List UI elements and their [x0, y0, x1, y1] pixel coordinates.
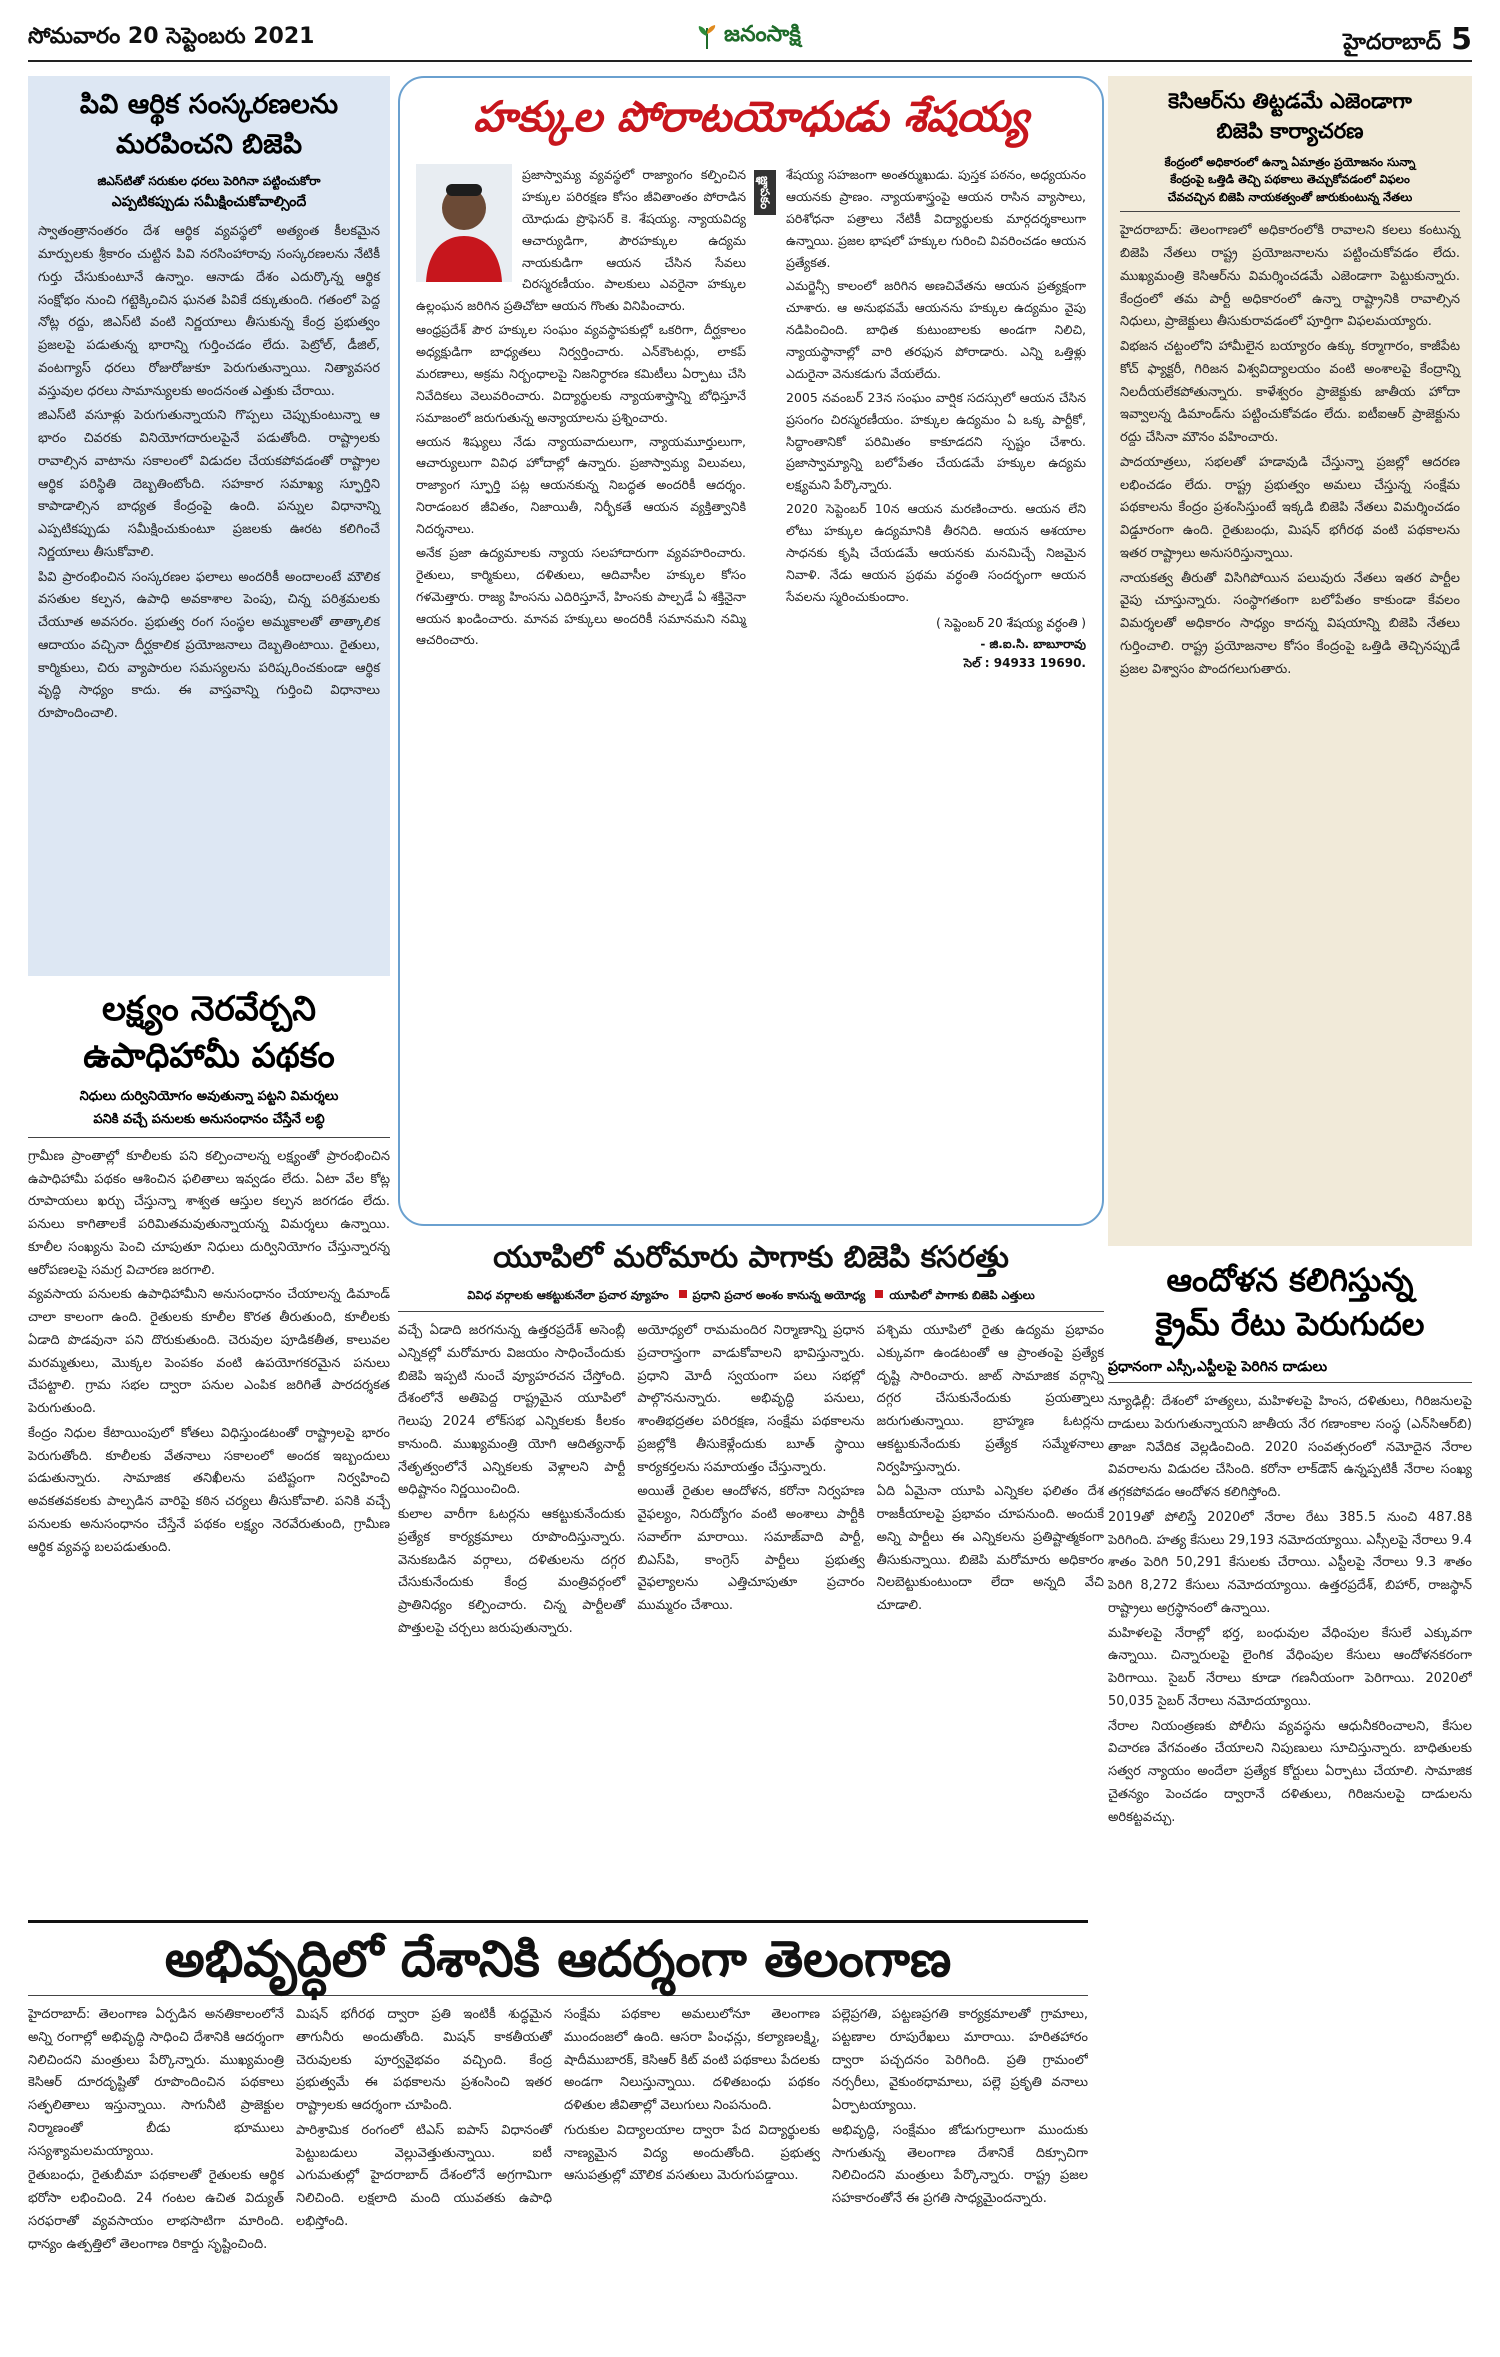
- telangana-column-3: [564, 2004, 820, 2258]
- kcr-kicker-2: కేంద్రంపై ఒత్తిడి తెచ్చి పథకాలు తెచ్చుకోవడంలో విఫలం: [1170, 172, 1410, 187]
- feature-phone: సెల్ : 94933 19690.: [963, 655, 1086, 670]
- kcr-paragraph: పాదయాత్రలు, సభలతో హడావుడి చేస్తున్నా ప్రజల్లో ఆదరణ లభించడం లేదు. రాష్ట్ర ప్రభుత్వం అమలు చేస్తున్న సంక్షేమ పథకాలను కేంద్రం ప్రశంసిస్తుంటే ఇక్కడి బిజెపి నేతలు విమర్శించడం విడ్డూరంగా ఉంది. రైతుబంధు, మిషన్ భగీరథ వంటి పథకాలను ఇతర రాష్ట్రాలు అనుసరిస్తున్నాయి.: [1120, 454, 1460, 561]
- left-column: [28, 76, 390, 1988]
- pv-kicker-line2: ఎప్పటికప్పుడు సమీక్షించుకోవాల్సిందే: [111, 194, 307, 211]
- feature-paragraph: 2005 నవంబర్ 23న సంఘం వార్షిక సదస్సులో ఆయన చేసిన ప్రసంగం చిరస్మరణీయం. హక్కుల ఉద్యమం ఏ ఒక్క పార్టీకో, సిద్ధాంతానికో పరిమితం కాకూడదని స్పష్టం చేశారు. ప్రజాస్వామ్యాన్ని బలోపేతం చేయడమే హక్కుల ఉద్యమ లక్ష్యమని పేర్కొన్నారు.: [786, 389, 1086, 493]
- kcr-kicker-3: చేవచచ్చిన బిజెపి నాయకత్వంతో జారుకుంటున్న నేతలు: [1167, 190, 1413, 205]
- crime-headline-line1: ఆందోళన కలిగిస్తున్న: [1166, 1261, 1414, 1299]
- telangana-paragraph: సంక్షేమ పథకాల అమలులోనూ తెలంగాణ ముందంజలో ఉంది. ఆసరా పింఛన్లు, కల్యాణలక్ష్మి, షాదీముబారక్, కెసిఆర్ కిట్ వంటి పథకాలు పేదలకు అండగా నిలుస్తున్నాయి. దళితబంధు పథకం దళితుల జీవితాల్లో వెలుగులు నింపనుంది.: [564, 2007, 820, 2113]
- telangana-paragraph: రైతుబంధు, రైతుబీమా పథకాలతో రైతులకు ఆర్థిక భరోసా లభించింది. 24 గంటల ఉచిత విద్యుత్ సరఫరాతో వ్యవసాయం లాభసాటిగా మారింది. ధాన్యం ఉత్పత్తిలో తెలంగాణ రికార్డు సృష్టించింది.: [28, 2168, 284, 2252]
- up-kicker-2: ప్రధాని ప్రచార అంశం కానున్న అయోధ్య: [679, 1288, 866, 1305]
- crime-paragraph: నేరాల నియంత్రణకు పోలీసు వ్యవస్థను ఆధునీకరించాలని, కేసుల విచారణ వేగవంతం చేయాలని నిపుణులు సూచిస్తున్నారు. బాధితులకు సత్వర న్యాయం అందేలా ప్రత్యేక కోర్టులు ఏర్పాటు చేయాలి. సామాజిక చైతన్యం పెంచడం ద్వారానే దళితులు, గిరిజనులపై దాడులను అరికట్టవచ్చు.: [1108, 1718, 1472, 1825]
- mgnrega-headline-line2: ఉపాధిహామీ పథకం: [83, 1035, 335, 1076]
- feature-paragraph: 2020 సెప్టెంబర్ 10న ఆయన మరణించారు. ఆయన లేని లోటు హక్కుల ఉద్యమానికి తీరనిది. ఆయన ఆశయాల సాధనకు కృషి చేయడమే ఆయనకు మనమిచ్చే నిజమైన నివాళి. నేడు ఆయన ప్రథమ వర్ధంతి సందర్భంగా ఆయన సేవలను స్మరించుకుందాం.: [786, 501, 1086, 604]
- crime-paragraph: న్యూఢిల్లీ: దేశంలో హత్యలు, మహిళలపై హింస, దళితులు, గిరిజనులపై దాడులు పెరుగుతున్నాయని జాతీయ నేర గణాంకాల సంస్థ (ఎన్‌సిఆర్‌బి) తాజా నివేదిక వెల్లడించింది. 2020 సంవత్సరంలో నమోదైన నేరాల వివరాలను విడుదల చేసింది. కరోనా లాక్‌డౌన్ ఉన్నప్పటికీ నేరాల సంఖ్య తగ్గకపోవడం ఆందోళన కలిగిస్తోంది.: [1108, 1394, 1472, 1501]
- feature-body-right: [786, 164, 1086, 608]
- up-paragraph: వచ్చే ఏడాది జరగనున్న ఉత్తరప్రదేశ్ అసెంబ్లీ ఎన్నికల్లో మరోమారు విజయం సాధించేందుకు బిజెపి ఇప్పటి నుంచే వ్యూహరచన చేస్తోంది. దేశంలోనే అతిపెద్ద రాష్ట్రమైన యూపిలో గెలుపు 2024 లోక్‌సభ ఎన్నికలకు కీలకం కానుంది. ముఖ్యమంత్రి యోగి ఆదిత్యనాథ్ నేతృత్వంలోనే ఎన్నికలకు వెళ్లాలని పార్టీ అధిష్టానం నిర్ణయించింది.: [398, 1323, 626, 1498]
- mgnrega-kicker-line1: నిధులు దుర్వినియోగం అవుతున్నా పట్టని విమర్శలు: [79, 1089, 339, 1104]
- telangana-column-2: [296, 2004, 552, 2258]
- up-paragraph: పశ్చిమ యూపిలో రైతు ఉద్యమ ప్రభావం ఎక్కువగా ఉండటంతో ఆ ప్రాంతంపై ప్రత్యేక దృష్టి సారించారు. జాట్ సామాజిక వర్గాన్ని దగ్గర చేసుకునేందుకు ప్రయత్నాలు జరుగుతున్నాయి. బ్రాహ్మణ ఓటర్లను ఆకట్టుకునేందుకు ప్రత్యేక సమ్మేళనాలు నిర్వహిస్తున్నారు.: [876, 1323, 1104, 1475]
- seshaiah-headline: హక్కుల పోరాటయోధుడు శేషయ్య: [473, 92, 1029, 141]
- telangana-paragraph: మిషన్ భగీరథ ద్వారా ప్రతి ఇంటికీ శుద్ధమైన తాగునీరు అందుతోంది. మిషన్ కాకతీయతో చెరువులకు పూర్వవైభవం వచ్చింది. కేంద్ర ప్రభుత్వమే ఈ పథకాలను ప్రశంసించి ఇతర రాష్ట్రాలకు ఆదర్శంగా చూపింది.: [296, 2007, 552, 2113]
- kcr-headline-line1: కెసిఆర్‌ను తిట్టడమే ఎజెండాగా: [1168, 89, 1412, 113]
- pv-paragraph: జిఎస్‌టి వసూళ్లు పెరుగుతున్నాయని గొప్పలు చెప్పుకుంటున్నా ఆ భారం చివరకు వినియోగదారులపైనే పడుతోంది. రాష్ట్రాలకు రావాల్సిన వాటాను సకాలంలో విడుదల చేయకపోవడంతో రాష్ట్రాల ఆర్థిక పరిస్థితి దెబ్బతింటోంది. సహకార సమాఖ్య స్ఫూర్తిని కాపాడాల్సిన బాధ్యత కేంద్రంపై ఉంది. పన్నుల విధానాన్ని ఎప్పటికప్పుడు సమీక్షించుకుంటూ ప్రజలకు ఊరట కలిగించే నిర్ణయాలు తీసుకోవాలి.: [38, 408, 380, 560]
- divider: [1108, 1382, 1472, 1383]
- portrait-icon: [416, 164, 512, 282]
- up-column-1: [398, 1320, 625, 1643]
- pv-headline-line2: మరపించని బిజెపి: [115, 128, 303, 160]
- feature-paragraph: ఆంధ్రప్రదేశ్ పౌర హక్కుల సంఘం వ్యవస్థాపకుల్లో ఒకరిగా, దీర్ఘకాలం అధ్యక్షుడిగా బాధ్యతలు నిర్వర్తించారు. ఎన్‌కౌంటర్లు, లాకప్ మరణాలు, అక్రమ నిర్బంధాలపై నిజనిర్ధారణ కమిటీలు ఏర్పాటు చేసి నివేదికలు వెలువరించారు. విద్యార్థులకు న్యాయశాస్త్రాన్ని బోధిస్తూనే సమాజంలో జరుగుతున్న అన్యాయాలను ప్రశ్నించారు.: [416, 322, 746, 425]
- feature-paragraph: అనేక ప్రజా ఉద్యమాలకు న్యాయ సలహాదారుగా వ్యవహరించారు. రైతులు, కార్మికులు, దళితులు, ఆదివాసీల హక్కుల కోసం గళమెత్తారు. రాజ్య హింసను ఎదిరిస్తూనే, హింసకు పాల్పడే ఏ శక్తినైనా ఆయన ఖండించారు. మానవ హక్కులు అందరికీ సమానమని నమ్మి ఆచరించారు.: [416, 544, 746, 648]
- feature-paragraph: ఎమర్జెన్సీ కాలంలో జరిగిన అణచివేతను ఆయన ప్రత్యక్షంగా చూశారు. ఆ అనుభవమే ఆయనను హక్కుల ఉద్యమం వైపు నడిపించింది. బాధిత కుటుంబాలకు అండగా నిలిచి, న్యాయస్థానాల్లో వారి తరఫున పోరాడారు. ఎన్ని ఒత్తిళ్లు ఎదురైనా వెనుకడుగు వేయలేదు.: [786, 278, 1086, 381]
- crime-body: [1108, 1391, 1472, 1829]
- mgnrega-article: [28, 988, 390, 1988]
- crime-kicker: ప్రధానంగా ఎస్సీ,ఎస్టీలపై పెరిగిన దాడులు: [1108, 1359, 1328, 1375]
- mgnrega-headline-line1: లక్ష్యం నెరవేర్చని: [102, 989, 316, 1029]
- up-kicker-1: వివిధ వర్గాలకు ఆకట్టుకునేలా ప్రచార వ్యూహం: [467, 1288, 669, 1302]
- pv-paragraph: స్వాతంత్రానంతరం దేశ ఆర్థిక వ్యవస్థలో అత్యంత కీలకమైన మార్పులకు శ్రీకారం చుట్టిన పివి నరసింహారావు సంస్కరణలను నేటికీ గుర్తు చేసుకుంటూనే ఉన్నాం. ఆనాడు దేశం ఎదుర్కొన్న ఆర్థిక సంక్షోభం నుంచి గట్టెక్కించిన ఘనత పివికే దక్కుతుంది. గతంలో పెద్ద నోట్ల రద్దు, జిఎస్‌టి వంటి నిర్ణయాలు తీసుకున్న కేంద్ర ప్రభుత్వం ప్రజలపై పడుతున్న భారాన్ని గుర్తించడం లేదు. పెట్రోల్, డీజిల్, వంటగ్యాస్ ధరలు రోజురోజుకూ పెరుగుతున్నాయి. నిత్యావసర వస్తువుల ధరలు సామాన్యులకు అందనంత ఎత్తుకు చేరాయి.: [38, 224, 380, 399]
- pv-kicker-line1: జిఎస్‌టితో సరుకుల ధరలు పెరిగినా పట్టించుకోరా: [97, 173, 321, 188]
- feature-paragraph: ఆయన శిష్యులు నేడు న్యాయవాదులుగా, న్యాయమూర్తులుగా, ఆచార్యులుగా వివిధ హోదాల్లో ఉన్నారు. ప్రజాస్వామ్య విలువలు, రాజ్యాంగ స్ఫూర్తి పట్ల ఆయనకున్న నిబద్ధత అందరికీ ఆదర్శం. నిరాడంబర జీవితం, నిజాయితీ, నిర్భీకతే ఆయన వ్యక్తిత్వానికి నిదర్శనాలు.: [416, 433, 746, 536]
- kcr-headline-line2: బిజెపి కార్యాచరణ: [1216, 119, 1364, 144]
- feature-paragraph: ప్రజాస్వామ్య వ్యవస్థలో రాజ్యాంగం కల్పించిన హక్కుల పరిరక్షణ కోసం జీవితాంతం పోరాడిన యోధుడు ప్రొఫెసర్ కె. శేషయ్య. న్యాయవిద్య ఆచార్యుడిగా, పౌరహక్కుల ఉద్యమ నాయకుడిగా ఆయన చేసిన సేవలు చిరస్మరణీయం. పాలకులు ఎవరైనా హక్కుల ఉల్లంఘన జరిగిన ప్రతిచోటా ఆయన గొంతు వినిపించారు.: [416, 167, 746, 314]
- leaf-logo-icon: [696, 24, 718, 50]
- up-column-3: [877, 1320, 1104, 1643]
- telangana-headline: అభివృద్ధిలో దేశానికి ఆదర్శంగా తెలంగాణ: [164, 1930, 952, 1988]
- up-headline: యూపిలో మరోమారు పాగాకు బిజెపి కసరత్తు: [493, 1240, 1009, 1275]
- mgnrega-paragraph: వ్యవసాయ పనులకు ఉపాధిహామీని అనుసంధానం చేయాలన్న డిమాండ్ చాలా కాలంగా ఉంది. రైతులకు కూలీల కొరత తీరుతుంది, కూలీలకు ఏడాది పొడవునా పని దొరుకుతుంది. చెరువుల పూడికతీత, కాలువల మరమ్మతులు, మొక్కల పెంపకం వంటి ఉపయోగకరమైన పనులు చేపట్టాలి. గ్రామ సభల ద్వారా పనుల ఎంపిక జరిగితే పారదర్శకత పెరుగుతుంది.: [28, 1287, 390, 1417]
- crime-paragraph: మహిళలపై నేరాల్లో భర్త, బంధువుల వేధింపుల కేసులే ఎక్కువగా ఉన్నాయి. చిన్నారులపై లైంగిక వేధింపుల కేసులు ఆందోళనకరంగా పెరిగాయి. సైబర్ నేరాలు కూడా గణనీయంగా పెరిగాయి. 2020లో 50,035 సైబర్ నేరాలు నమోదయ్యాయి.: [1108, 1625, 1472, 1709]
- logo-text: జనంసాక్షి: [724, 22, 801, 47]
- kcr-paragraph: విభజన చట్టంలోని హామీలైన బయ్యారం ఉక్కు కర్మాగారం, కాజీపేట కోచ్ ఫ్యాక్టరీ, గిరిజన విశ్వవిద్యాలయం వంటి అంశాలపై కేంద్రాన్ని నిలదీయలేకపోతున్నారు. కాళేశ్వరం ప్రాజెక్టుకు జాతీయ హోదా ఇవ్వాలన్న డిమాండ్‌ను పట్టించుకోవడం లేదు. ఐటీఐఆర్ ప్రాజెక్టును రద్దు చేసినా మౌనం వహించారు.: [1120, 339, 1460, 446]
- page-number: 5: [1451, 22, 1472, 57]
- feature-footnote: ( సెప్టెంబర్ 20 శేషయ్య వర్ధంతి ): [936, 615, 1086, 630]
- bullet-icon: [875, 1290, 883, 1298]
- middle-column: [398, 76, 1104, 1880]
- telangana-paragraph: పల్లెప్రగతి, పట్టణప్రగతి కార్యక్రమాలతో గ్రామాలు, పట్టణాల రూపురేఖలు మారాయి. హరితహారం ద్వారా పచ్చదనం పెరిగింది. ప్రతి గ్రామంలో నర్సరీలు, వైకుంఠధామాలు, పల్లె ప్రకృతి వనాలు ఏర్పాటయ్యాయి.: [832, 2007, 1088, 2113]
- newspaper-logo: [696, 22, 801, 52]
- masthead: [28, 18, 1472, 62]
- up-bjp-article: [398, 1240, 1104, 1880]
- feature-side-tag: జ్ఞాపకం: [754, 170, 776, 215]
- up-paragraph: ఏది ఏమైనా యూపి ఎన్నికల ఫలితం దేశ రాజకీయాలపై ప్రభావం చూపనుంది. అందుకే అన్ని పార్టీలు ఈ ఎన్నికలను ప్రతిష్టాత్మకంగా తీసుకున్నాయి. బిజెపి మరోమారు అధికారం నిలబెట్టుకుంటుందా లేదా అన్నది వేచి చూడాలి.: [876, 1484, 1104, 1613]
- kcr-body: [1120, 220, 1460, 681]
- mgnrega-paragraph: కేంద్రం నిధుల కేటాయింపులో కోతలు విధిస్తుండటంతో రాష్ట్రాలపై భారం పెరుగుతోంది. కూలీలకు వేతనాలు సకాలంలో అందక ఇబ్బందులు పడుతున్నారు. సామాజిక తనిఖీలను పటిష్టంగా నిర్వహించి అవకతవకలకు పాల్పడిన వారిపై కఠిన చర్యలు తీసుకోవాలి. పనికి వచ్చే పనులకు అనుసంధానం చేస్తేనే పథకం లక్ష్యం నెరవేరుతుంది, గ్రామీణ ఆర్థిక వ్యవస్థ బలపడుతుంది.: [28, 1425, 390, 1555]
- mgnrega-kicker-line2: పనికి వచ్చే పనులకు అనుసంధానం చేస్తేనే లబ్ధి: [93, 1111, 325, 1127]
- telangana-paragraph: హైదరాబాద్: తెలంగాణ ఏర్పడిన అనతికాలంలోనే అన్ని రంగాల్లో అభివృద్ధి సాధించి దేశానికి ఆదర్శంగా నిలిచిందని మంత్రులు పేర్కొన్నారు. ముఖ్యమంత్రి కెసిఆర్ దూరదృష్టితో రూపొందించిన పథకాలు సత్ఫలితాలు ఇస్తున్నాయి. సాగునీటి ప్రాజెక్టుల నిర్మాణంతో బీడు భూములు సస్యశ్యామలమయ్యాయి.: [28, 2007, 284, 2159]
- bullet-icon: [679, 1290, 687, 1298]
- feature-author: - జి.ఐ.సి. బాబూరావు: [980, 636, 1086, 651]
- telangana-column-1: [28, 2004, 284, 2258]
- up-paragraph: అయోధ్యలో రామమందిర నిర్మాణాన్ని ప్రధాన ప్రచారాస్త్రంగా వాడుకోవాలని భావిస్తున్నారు. ప్రధాని మోదీ స్వయంగా పలు సభల్లో పాల్గొననున్నారు. అభివృద్ధి పనులు, శాంతిభద్రతల పరిరక్షణ, సంక్షేమ పథకాలను ప్రజల్లోకి తీసుకెళ్లేందుకు బూత్ స్థాయి కార్యకర్తలను సమాయత్తం చేస్తున్నారు.: [637, 1323, 865, 1475]
- divider: [398, 1311, 1104, 1312]
- divider: [28, 1995, 1088, 1996]
- mgnrega-body: [28, 1146, 390, 1560]
- divider: [28, 1137, 390, 1138]
- crime-headline-line2: క్రైమ్ రేటు పెరుగుదల: [1155, 1305, 1425, 1343]
- pv-body: [38, 221, 380, 726]
- telangana-paragraph: గురుకుల విద్యాలయాల ద్వారా పేద విద్యార్థులకు నాణ్యమైన విద్య అందుతోంది. ప్రభుత్వ ఆసుపత్రుల్లో మౌలిక వసతులు మెరుగుపడ్డాయి.: [564, 2122, 820, 2184]
- issue-date: సోమవారం 20 సెప్టెంబరు 2021: [28, 24, 315, 49]
- author-photo: [416, 164, 512, 282]
- kcr-paragraph: నాయకత్వ తీరుతో విసిగిపోయిన పలువురు నేతలు ఇతర పార్టీల వైపు చూస్తున్నారు. సంస్థాగతంగా బలోపేతం కాకుండా కేవలం విమర్శలతో అధికారం సాధ్యం కాదన్న విషయాన్ని బిజెపి నేతలు గుర్తించాలి. రాష్ట్ర ప్రయోజనాల కోసం కేంద్రంపై ఒత్తిడి తెచ్చినప్పుడే ప్రజల విశ్వాసం పొందగలుగుతారు.: [1120, 570, 1460, 677]
- edition-city: హైదరాబాద్: [1343, 30, 1442, 55]
- right-column: [1108, 76, 1472, 2260]
- up-paragraph: అయితే రైతుల ఆందోళన, కరోనా నిర్వహణ వైఫల్యం, నిరుద్యోగం వంటి అంశాలు పార్టీకి సవాల్‌గా మారాయి. సమాజ్‌వాది పార్టీ, బిఎస్‌పి, కాంగ్రెస్ పార్టీలు ప్రభుత్వ వైఫల్యాలను ఎత్తిచూపుతూ ప్రచారం ముమ్మరం చేశాయి.: [637, 1484, 865, 1613]
- mgnrega-paragraph: గ్రామీణ ప్రాంతాల్లో కూలీలకు పని కల్పించాలన్న లక్ష్యంతో ప్రారంభించిన ఉపాధిహామీ పథకం ఆశించిన ఫలితాలు ఇవ్వడం లేదు. ఏటా వేల కోట్ల రూపాయలు ఖర్చు చేస్తున్నా శాశ్వత ఆస్తుల కల్పన జరగడం లేదు. పనులు కాగితాలకే పరిమితమవుతున్నాయన్న విమర్శలు ఉన్నాయి. కూలీల సంఖ్యను పెంచి చూపుతూ నిధులు దుర్వినియోగం చేస్తున్నారన్న ఆరోపణలపై సమగ్ర విచారణ జరగాలి.: [28, 1148, 390, 1278]
- telangana-paragraph: అభివృద్ధి, సంక్షేమం జోడుగుర్రాలుగా ముందుకు సాగుతున్న తెలంగాణ దేశానికే దిక్సూచిగా నిలిచిందని మంత్రులు పేర్కొన్నారు. రాష్ట్ర ప్రజల సహకారంతోనే ఈ ప్రగతి సాధ్యమైందన్నారు.: [832, 2122, 1088, 2206]
- pv-reforms-article: [28, 76, 390, 976]
- up-column-2: [637, 1320, 864, 1643]
- crime-rate-article: [1108, 1260, 1472, 2260]
- up-paragraph: కులాల వారీగా ఓటర్లను ఆకట్టుకునేందుకు ప్రత్యేక కార్యక్రమాలు రూపొందిస్తున్నారు. వెనుకబడిన వర్గాలు, దళితులను దగ్గర చేసుకునేందుకు కేంద్ర మంత్రివర్గంలో ప్రాతినిధ్యం కల్పించారు. చిన్న పార్టీలతో పొత్తులపై చర్చలు జరుపుతున్నారు.: [398, 1507, 626, 1636]
- telangana-paragraph: పారిశ్రామిక రంగంలో టిఎస్ ఐపాస్ విధానంతో పెట్టుబడులు వెల్లువెత్తుతున్నాయి. ఐటీ ఎగుమతుల్లో హైదరాబాద్ దేశంలోనే అగ్రగామిగా నిలిచింది. లక్షలాది మంది యువతకు ఉపాధి లభిస్తోంది.: [296, 2122, 552, 2229]
- divider: [1120, 211, 1460, 212]
- pv-paragraph: పివి ప్రారంభించిన సంస్కరణల ఫలాలు అందరికీ అందాలంటే మౌలిక వసతుల కల్పన, ఉపాధి అవకాశాల పెంపు, చిన్న పరిశ్రమలకు చేయూత అవసరం. ప్రభుత్వ రంగ సంస్థల అమ్మకాలతో తాత్కాలిక ఆదాయం వచ్చినా దీర్ఘకాలిక ప్రయోజనాలు దెబ్బతింటాయి. రైతులు, కార్మికులు, చిరు వ్యాపారుల సమస్యలను పరిష్కరించకుండా ఆర్థిక వృద్ధి సాధ్యం కాదు. ఈ వాస్తవాన్ని గుర్తించి విధానాలు రూపొందించాలి.: [38, 569, 380, 722]
- seshaiah-feature: [398, 76, 1104, 1226]
- feature-paragraph: శేషయ్య సహజంగా అంతర్ముఖుడు. పుస్తక పఠనం, అధ్యయనం ఆయనకు ప్రాణం. న్యాయశాస్త్రంపై ఆయన రాసిన వ్యాసాలు, పరిశోధనా పత్రాలు నేటికీ విద్యార్థులకు మార్గదర్శకాలుగా ఉన్నాయి. ప్రజల భాషలో హక్కుల గురించి వివరించడం ఆయన ప్రత్యేకత.: [786, 167, 1086, 270]
- pv-headline-line1: పివి ఆర్థిక సంస్కరణలను: [79, 89, 339, 120]
- up-kicker-3: యూపిలో పాగాకు బిజెపి ఎత్తులు: [875, 1288, 1034, 1305]
- telangana-column-4: [832, 2004, 1088, 2258]
- divider: [28, 1920, 1088, 1923]
- telangana-development-article: [28, 1920, 1088, 2340]
- kcr-paragraph: హైదరాబాద్: తెలంగాణలో అధికారంలోకి రావాలని కలలు కంటున్న బిజెపి నేతలు రాష్ట్ర ప్రయోజనాలను పట్టించుకోవడం లేదు. ముఖ్యమంత్రి కెసిఆర్‌ను విమర్శించడమే ఎజెండాగా పెట్టుకున్నారు. కేంద్రంలో తమ పార్టీ అధికారంలో ఉన్నా రాష్ట్రానికి రావాల్సిన నిధులు, ప్రాజెక్టులు తీసుకురావడంలో పూర్తిగా విఫలమయ్యారు.: [1120, 223, 1460, 330]
- kcr-bjp-article: [1108, 76, 1472, 1246]
- crime-paragraph: 2019తో పోలిస్తే 2020లో నేరాల రేటు 385.5 నుంచి 487.8కి పెరిగింది. హత్య కేసులు 29,193 నమోదయ్యాయి. ఎస్సీలపై నేరాలు 9.4 శాతం పెరిగి 50,291 కేసులకు చేరాయి. ఎస్టీలపై నేరాలు 9.3 శాతం పెరిగి 8,272 కేసులు నమోదయ్యాయి. ఉత్తరప్రదేశ్, బిహార్, రాజస్థాన్ రాష్ట్రాలు అగ్రస్థానంలో ఉన్నాయి.: [1108, 1509, 1472, 1616]
- kcr-kicker-1: కేంద్రంలో అధికారంలో ఉన్నా ఏమాత్రం ప్రయోజనం సున్నా: [1164, 154, 1416, 169]
